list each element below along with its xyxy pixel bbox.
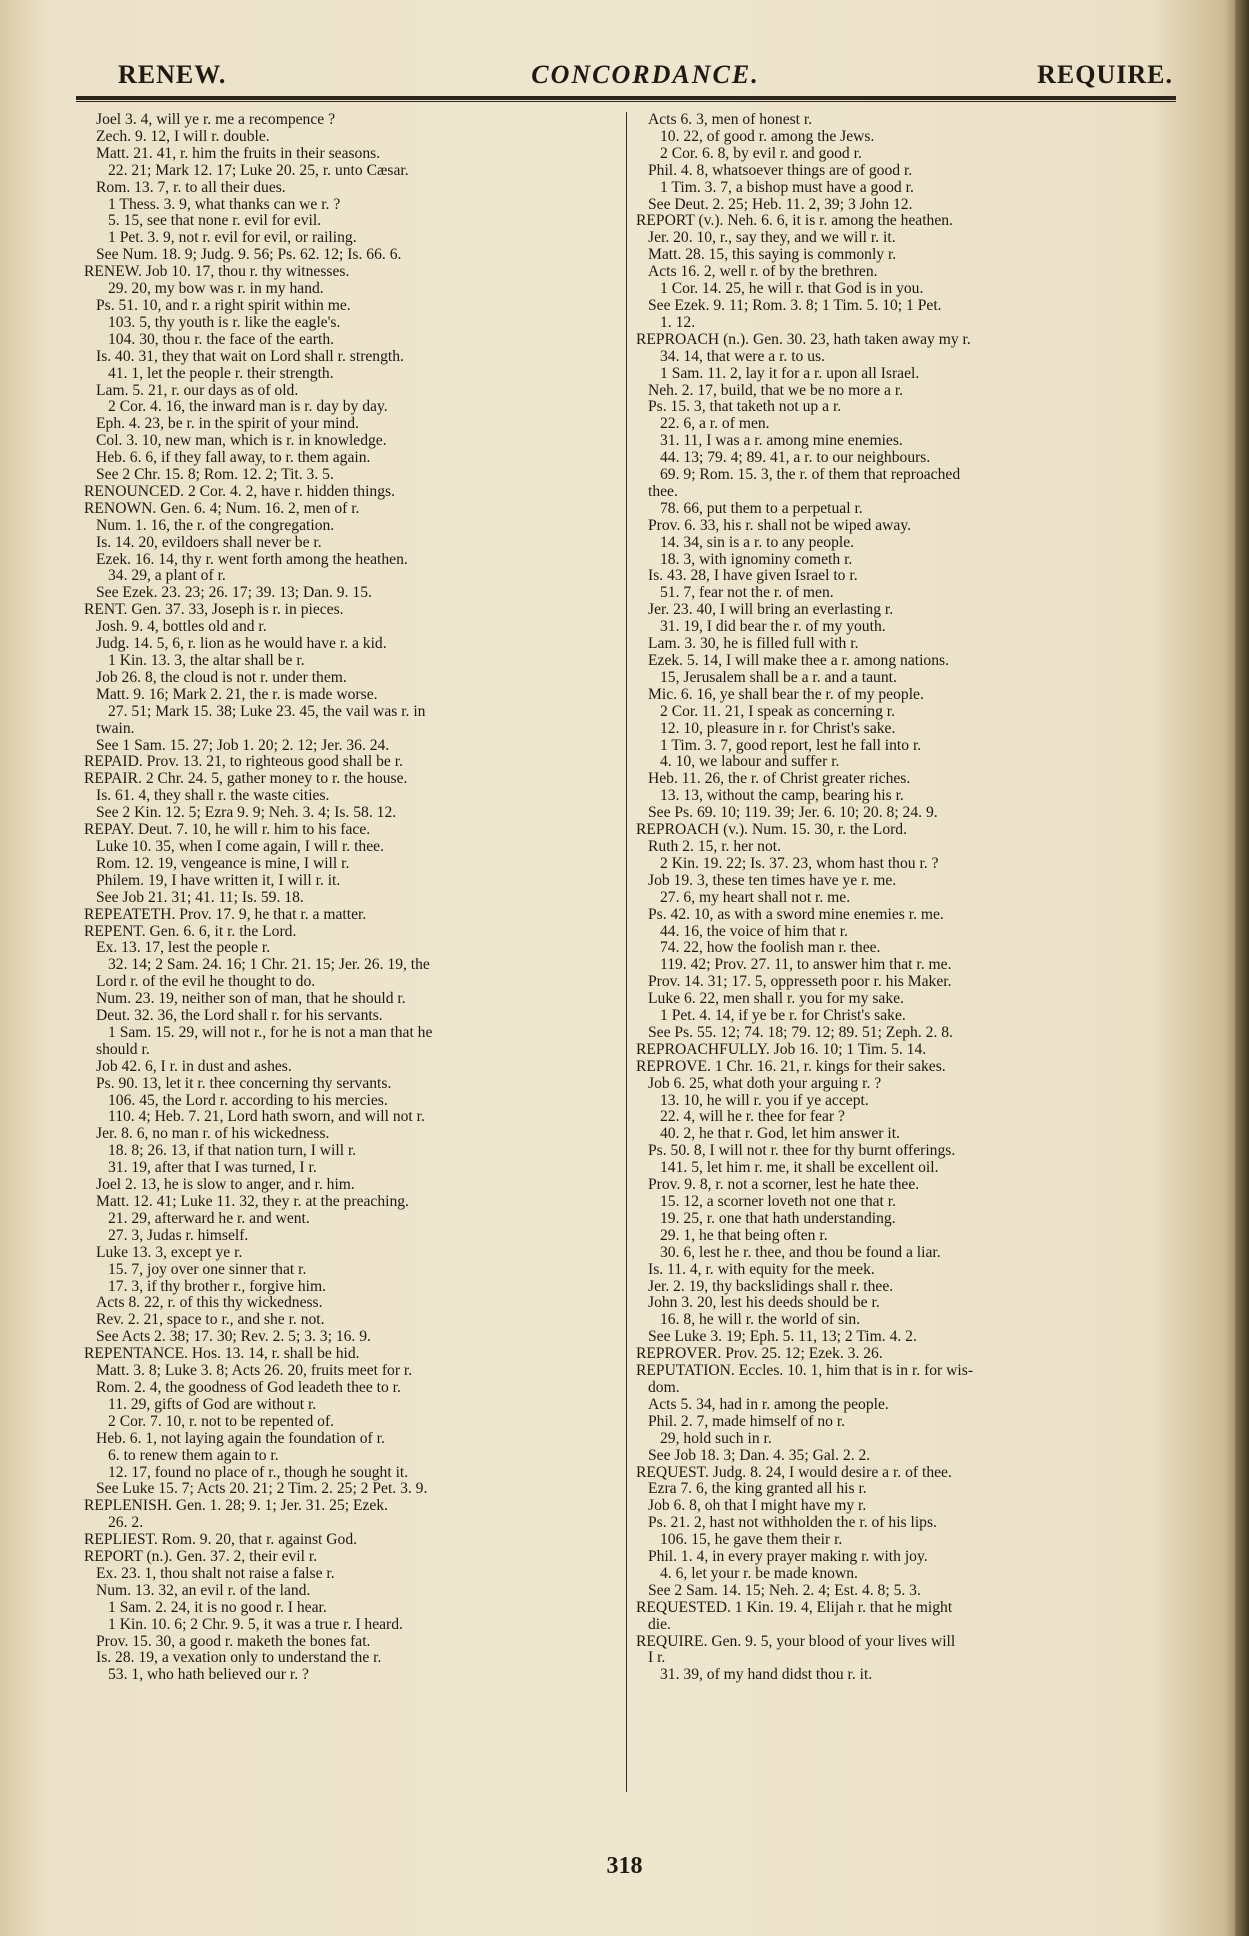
concordance-line: 2 Cor. 11. 21, I speak as concerning r. (660, 703, 896, 720)
concordance-line: Ezek. 5. 14, I will make thee a r. among nations. (648, 653, 949, 669)
concordance-line: Heb. 6. 1, not laying again the foundation of r. (96, 1430, 385, 1447)
concordance-line: Luke 13. 3, except ye r. (96, 1244, 243, 1261)
concordance-line: REPAY. Deut. 7. 10, he will r. him to his face. (84, 822, 371, 839)
concordance-line: 2 Cor. 4. 16, the inward man is r. day by day. (108, 399, 388, 416)
concordance-line: 30. 6, lest he r. thee, and thou be found a liar. (660, 1244, 941, 1261)
concordance-line: John 3. 20, lest his deeds should be r. (648, 1295, 880, 1312)
concordance-line: 106. 15, he gave them their r. (660, 1532, 843, 1549)
concordance-line: Eph. 4. 23, be r. in the spirit of your mind. (96, 416, 359, 433)
concordance-line: 74. 22, how the foolish man r. thee. (660, 940, 881, 957)
concordance-line: See 2 Chr. 15. 8; Rom. 12. 2; Tit. 3. 5. (96, 467, 334, 484)
concordance-line: 22. 6, a r. of men. (660, 416, 770, 433)
concordance-line: Is. 40. 31, they that wait on Lord shall r. strength. (96, 348, 404, 365)
concordance-line: Rev. 2. 21, space to r., and she r. not. (96, 1312, 325, 1329)
concordance-line: 26. 2. (108, 1515, 144, 1532)
concordance-line: Lam. 5. 21, r. our days as of old. (96, 382, 299, 399)
concordance-line: 31. 11, I was a r. among mine enemies. (660, 433, 903, 450)
concordance-line: Job 26. 8, the cloud is not r. under them. (96, 669, 347, 686)
concordance-line: Matt. 28. 15, this saying is commonly r. (648, 247, 897, 264)
concordance-line: 15. 7, joy over one sinner that r. (108, 1261, 307, 1278)
concordance-line: REPENT. Gen. 6. 6, it r. the Lord. (84, 923, 297, 940)
concordance-line: 2 Cor. 6. 8, by evil r. and good r. (660, 145, 862, 162)
concordance-line: Luke 6. 22, men shall r. you for my sake. (648, 991, 904, 1008)
concordance-line: 2 Kin. 19. 22; Is. 37. 23, whom hast thou r. ? (660, 855, 939, 872)
concordance-line: Num. 23. 19, neither son of man, that he should r. (96, 991, 406, 1008)
concordance-line: Acts 8. 22, r. of this thy wickedness. (96, 1295, 323, 1312)
concordance-line: Matt. 21. 41, r. him the fruits in their seasons. (96, 145, 381, 162)
concordance-line: Num. 1. 16, the r. of the congregation. (96, 517, 335, 534)
concordance-line: Acts 6. 3, men of honest r. (648, 112, 813, 128)
concordance-line: 78. 66, put them to a perpetual r. (660, 500, 863, 517)
concordance-line: die. (648, 1616, 671, 1633)
concordance-line: 22. 4, will he r. thee for fear ? (660, 1109, 845, 1126)
concordance-line: 29, hold such in r. (660, 1430, 772, 1447)
concordance-line: 44. 16, the voice of him that r. (660, 923, 848, 940)
concordance-line: 31. 19, I did bear the r. of my youth. (660, 619, 886, 636)
concordance-line: 12. 10, pleasure in r. for Christ's sake. (660, 720, 896, 737)
concordance-line: REPLIEST. Rom. 9. 20, that r. against God. (84, 1532, 358, 1549)
concordance-line: Acts 16. 2, well r. of by the brethren. (648, 264, 878, 281)
concordance-line: REPROVE. 1 Chr. 16. 21, r. kings for their sakes. (636, 1058, 946, 1075)
column-divider (626, 112, 627, 1792)
concordance-line: Ps. 42. 10, as with a sword mine enemies r. me. (648, 906, 944, 923)
concordance-line: Matt. 12. 41; Luke 11. 32, they r. at the preaching. (96, 1194, 409, 1210)
concordance-line: Is. 43. 28, I have given Israel to r. (648, 568, 858, 585)
concordance-line: 32. 14; 2 Sam. 24. 16; 1 Chr. 21. 15; Jer. 26. 19, the (108, 957, 430, 974)
concordance-line: REPUTATION. Eccles. 10. 1, him that is in r. for wis- (636, 1363, 974, 1380)
concordance-line: 34. 14, that were a r. to us. (660, 348, 825, 365)
concordance-line: 1 Sam. 15. 29, will not r., for he is not a man that he (108, 1024, 433, 1041)
concordance-line: See Acts 2. 38; 17. 30; Rev. 2. 5; 3. 3; 16. 9. (96, 1329, 371, 1346)
concordance-line: dom. (648, 1379, 680, 1396)
concordance-line: thee. (648, 483, 678, 500)
concordance-line: See Deut. 2. 25; Heb. 11. 2, 39; 3 John 12. (648, 196, 913, 213)
concordance-line: 15. 12, a scorner loveth not one that r. (660, 1194, 897, 1210)
concordance-line: Is. 11. 4, r. with equity for the meek. (648, 1261, 875, 1278)
concordance-line: See Ps. 69. 10; 119. 39; Jer. 6. 10; 20. 8; 24. 9. (648, 805, 938, 822)
concordance-line: 13. 10, he will r. you if ye accept. (660, 1092, 869, 1109)
concordance-line: 1 Kin. 10. 6; 2 Chr. 9. 5, it was a true r. I heard. (108, 1616, 403, 1633)
header-rule-thin (76, 101, 1176, 102)
concordance-line: 44. 13; 79. 4; 89. 41, a r. to our neighbours. (660, 450, 931, 467)
concordance-line: 1 Thess. 3. 9, what thanks can we r. ? (108, 196, 341, 213)
concordance-line: Ps. 51. 10, and r. a right spirit within me. (96, 297, 351, 314)
concordance-line: 16. 8, he will r. the world of sin. (660, 1312, 861, 1329)
concordance-line: Prov. 9. 8, r. not a scorner, lest he hate thee. (648, 1177, 920, 1194)
concordance-line: Job 6. 8, oh that I might have my r. (648, 1498, 867, 1515)
concordance-line: See 2 Kin. 12. 5; Ezra 9. 9; Neh. 3. 4; Is. 58. 12. (96, 805, 397, 822)
header-center: CONCORDANCE. (531, 60, 760, 89)
left-column (84, 112, 619, 1802)
concordance-line: Judg. 14. 5, 6, r. lion as he would have r. a kid. (96, 636, 387, 653)
concordance-line: REPROACH (n.). Gen. 30. 23, hath taken away my r. (636, 331, 971, 348)
running-header (118, 60, 1173, 100)
concordance-line: 17. 3, if thy brother r., forgive him. (108, 1278, 326, 1295)
concordance-line: Ruth 2. 15, r. her not. (648, 838, 781, 855)
concordance-line: Philem. 19, I have written it, I will r. it. (96, 872, 341, 889)
concordance-line: I r. (648, 1650, 666, 1667)
concordance-line: 1 Sam. 11. 2, lay it for a r. upon all Israel. (660, 365, 920, 382)
concordance-line: 141. 5, let him r. me, it shall be excellent oil. (660, 1160, 939, 1177)
concordance-line: REPEATETH. Prov. 17. 9, he that r. a matter. (84, 906, 367, 923)
concordance-line: REPAIR. 2 Chr. 24. 5, gather money to r. the house. (84, 771, 408, 788)
concordance-line: 110. 4; Heb. 7. 21, Lord hath sworn, and will not r. (108, 1109, 425, 1126)
page-number: 318 (606, 1853, 643, 1879)
header-left: RENEW. (118, 60, 227, 89)
concordance-line: 5. 15, see that none r. evil for evil. (108, 213, 322, 230)
concordance-line: Ex. 23. 1, thou shalt not raise a false r. (96, 1565, 335, 1582)
concordance-line: Ezek. 16. 14, thy r. went forth among the heathen. (96, 551, 408, 568)
book-edge (1235, 0, 1249, 1936)
concordance-line: Prov. 15. 30, a good r. maketh the bones fat. (96, 1633, 371, 1650)
concordance-line: See Job 21. 31; 41. 11; Is. 59. 18. (96, 889, 304, 906)
concordance-line: REPROACHFULLY. Job 16. 10; 1 Tim. 5. 14. (636, 1041, 927, 1058)
concordance-line: See Luke 15. 7; Acts 20. 21; 2 Tim. 2. 25; 2 Pet. 3. 9. (96, 1481, 428, 1498)
concordance-line: 106. 45, the Lord r. according to his mercies. (108, 1092, 388, 1109)
concordance-line: 18. 3, with ignominy cometh r. (660, 551, 853, 568)
concordance-line: REPORT (n.). Gen. 37. 2, their evil r. (84, 1549, 318, 1566)
header-right: REQUIRE. (1037, 60, 1173, 89)
concordance-line: 27. 6, my heart shall not r. me. (660, 889, 851, 906)
concordance-line: See Ezek. 23. 23; 26. 17; 39. 13; Dan. 9. 15. (96, 585, 372, 602)
concordance-line: 29. 20, my bow was r. in my hand. (108, 281, 324, 298)
concordance-line: Ps. 21. 2, hast not withholden the r. of his lips. (648, 1515, 937, 1532)
concordance-line: 1 Pet. 3. 9, not r. evil for evil, or railing. (108, 230, 357, 247)
concordance-line: RENT. Gen. 37. 33, Joseph is r. in pieces. (84, 602, 344, 619)
concordance-line: Rom. 12. 19, vengeance is mine, I will r. (96, 855, 350, 872)
concordance-line: Jer. 8. 6, no man r. of his wickedness. (96, 1126, 330, 1143)
concordance-line: See Ezek. 9. 11; Rom. 3. 8; 1 Tim. 5. 10; 1 Pet. (648, 297, 942, 314)
concordance-line: 27. 51; Mark 15. 38; Luke 23. 45, the vail was r. in (108, 703, 426, 720)
concordance-line: 10. 22, of good r. among the Jews. (660, 128, 875, 145)
concordance-line: 29. 1, he that being often r. (660, 1227, 828, 1244)
concordance-line: Lord r. of the evil he thought to do. (96, 974, 316, 991)
concordance-line: Job 42. 6, I r. in dust and ashes. (96, 1058, 292, 1075)
concordance-line: 18. 8; 26. 13, if that nation turn, I will r. (108, 1143, 357, 1160)
concordance-line: Heb. 11. 26, the r. of Christ greater riches. (648, 771, 911, 788)
concordance-line: Is. 14. 20, evildoers shall never be r. (96, 534, 322, 551)
concordance-line: Jer. 20. 10, r., say they, and we will r. it. (648, 230, 896, 247)
concordance-line: 1 Tim. 3. 7, a bishop must have a good r. (660, 179, 914, 196)
concordance-line: should r. (96, 1041, 150, 1058)
concordance-line: See 1 Sam. 15. 27; Job 1. 20; 2. 12; Jer. 36. 24. (96, 737, 390, 754)
concordance-line: 69. 9; Rom. 15. 3, the r. of them that reproached (660, 467, 961, 484)
concordance-line: REPAID. Prov. 13. 21, to righteous good shall be r. (84, 754, 403, 771)
concordance-line: 104. 30, thou r. the face of the earth. (108, 331, 335, 348)
right-column (636, 112, 1184, 1802)
concordance-line: See Job 18. 3; Dan. 4. 35; Gal. 2. 2. (648, 1447, 871, 1464)
concordance-line: Phil. 1. 4, in every prayer making r. with joy. (648, 1549, 928, 1566)
concordance-line: Rom. 2. 4, the goodness of God leadeth thee to r. (96, 1379, 401, 1396)
concordance-line: See Ps. 55. 12; 74. 18; 79. 12; 89. 51; Zeph. 2. 8. (648, 1024, 953, 1041)
concordance-line: REQUEST. Judg. 8. 24, I would desire a r. of thee. (636, 1464, 952, 1481)
concordance-line: Josh. 9. 4, bottles old and r. (96, 619, 267, 636)
concordance-line: Ps. 90. 13, let it r. thee concerning thy servants. (96, 1075, 392, 1092)
concordance-line: Deut. 32. 36, the Lord shall r. for his servants. (96, 1008, 383, 1025)
concordance-line: Ezra 7. 6, the king granted all his r. (648, 1481, 867, 1498)
concordance-line: Prov. 6. 33, his r. shall not be wiped away. (648, 517, 912, 534)
concordance-line: RENEW. Job 10. 17, thou r. thy witnesses. (84, 264, 350, 281)
concordance-line: Matt. 9. 16; Mark 2. 21, the r. is made worse. (96, 686, 378, 703)
concordance-line: Col. 3. 10, new man, which is r. in knowledge. (96, 433, 387, 450)
concordance-line: Job 6. 25, what doth your arguing r. ? (648, 1075, 882, 1092)
concordance-line: Is. 61. 4, they shall r. the waste cities. (96, 788, 330, 805)
concordance-line: Job 19. 3, these ten times have ye r. me. (648, 872, 897, 889)
concordance-line: Prov. 14. 31; 17. 5, oppresseth poor r. his Maker. (648, 974, 952, 991)
concordance-line: 103. 5, thy youth is r. like the eagle's. (108, 314, 341, 331)
concordance-line: twain. (96, 720, 135, 737)
concordance-line: 34. 29, a plant of r. (108, 568, 226, 585)
concordance-line: 4. 6, let your r. be made known. (660, 1565, 858, 1582)
concordance-line: 27. 3, Judas r. himself. (108, 1227, 249, 1244)
concordance-line: Mic. 6. 16, ye shall bear the r. of my people. (648, 686, 924, 703)
concordance-line: 2 Cor. 7. 10, r. not to be repented of. (108, 1413, 335, 1430)
header-rule (76, 96, 1176, 100)
concordance-line: 1 Sam. 2. 24, it is no good r. I hear. (108, 1599, 327, 1616)
concordance-line: 1 Kin. 13. 3, the altar shall be r. (108, 653, 305, 669)
concordance-line: Jer. 23. 40, I will bring an everlasting r. (648, 602, 894, 619)
concordance-line: See Luke 3. 19; Eph. 5. 11, 13; 2 Tim. 4. 2. (648, 1329, 917, 1346)
concordance-line: 119. 42; Prov. 27. 11, to answer him that r. me. (660, 957, 952, 974)
concordance-line: 15, Jerusalem shall be a r. and a taunt. (660, 669, 897, 686)
concordance-line: RENOUNCED. 2 Cor. 4. 2, have r. hidden things. (84, 483, 395, 500)
concordance-line: See 2 Sam. 14. 15; Neh. 2. 4; Est. 4. 8; 5. 3. (648, 1582, 921, 1599)
concordance-line: REPROVER. Prov. 25. 12; Ezek. 3. 26. (636, 1346, 883, 1363)
concordance-line: REQUESTED. 1 Kin. 19. 4, Elijah r. that he might (636, 1599, 953, 1616)
concordance-line: Phil. 2. 7, made himself of no r. (648, 1413, 846, 1430)
concordance-line: REPORT (v.). Neh. 6. 6, it is r. among the heathen. (636, 213, 953, 230)
concordance-line: 40. 2, he that r. God, let him answer it. (660, 1126, 900, 1143)
concordance-line: Zech. 9. 12, I will r. double. (96, 128, 270, 145)
concordance-line: 31. 39, of my hand didst thou r. it. (660, 1667, 873, 1684)
concordance-line: 19. 25, r. one that hath understanding. (660, 1210, 896, 1227)
concordance-line: 6. to renew them again to r. (108, 1447, 279, 1464)
concordance-line: 41. 1, let the people r. their strength. (108, 365, 334, 382)
concordance-line: Neh. 2. 17, build, that we be no more a r. (648, 382, 904, 399)
concordance-line: 1 Cor. 14. 25, he will r. that God is in you. (660, 281, 924, 298)
concordance-line: Luke 10. 35, when I come again, I will r. thee. (96, 838, 384, 855)
concordance-line: REPROACH (v.). Num. 15. 30, r. the Lord. (636, 822, 908, 839)
concordance-line: Ps. 15. 3, that taketh not up a r. (648, 399, 842, 416)
concordance-line: See Num. 18. 9; Judg. 9. 56; Ps. 62. 12; Is. 66. 6. (96, 247, 402, 264)
concordance-line: 31. 19, after that I was turned, I r. (108, 1160, 317, 1177)
concordance-line: REQUIRE. Gen. 9. 5, your blood of your lives will (636, 1633, 956, 1650)
concordance-line: 11. 29, gifts of God are without r. (108, 1396, 317, 1413)
concordance-line: Jer. 2. 19, thy backslidings shall r. thee. (648, 1278, 894, 1295)
concordance-line: Ps. 50. 8, I will not r. thee for thy burnt offerings. (648, 1143, 956, 1160)
concordance-line: Joel 3. 4, will ye r. me a recompence ? (96, 112, 336, 128)
concordance-line: 12. 17, found no place of r., though he sought it. (108, 1464, 409, 1481)
concordance-line: RENOWN. Gen. 6. 4; Num. 16. 2, men of r. (84, 500, 360, 517)
concordance-line: 53. 1, who hath believed our r. ? (108, 1667, 309, 1684)
concordance-line: 1 Pet. 4. 14, if ye be r. for Christ's sake. (660, 1008, 906, 1025)
concordance-line: 1 Tim. 3. 7, good report, lest he fall into r. (660, 737, 922, 754)
concordance-line: Is. 28. 19, a vexation only to understand the r. (96, 1650, 382, 1667)
concordance-line: Matt. 3. 8; Luke 3. 8; Acts 26. 20, fruits meet for r. (96, 1363, 413, 1380)
concordance-line: REPENTANCE. Hos. 13. 14, r. shall be hid. (84, 1346, 360, 1363)
concordance-line: 51. 7, fear not the r. of men. (660, 585, 834, 602)
concordance-line: 13. 13, without the camp, bearing his r. (660, 788, 904, 805)
concordance-line: Joel 2. 13, he is slow to anger, and r. him. (96, 1177, 355, 1194)
concordance-line: Acts 5. 34, had in r. among the people. (648, 1396, 889, 1413)
concordance-line: 22. 21; Mark 12. 17; Luke 20. 25, r. unto Cæsar. (108, 162, 409, 179)
concordance-line: Phil. 4. 8, whatsoever things are of good r. (648, 162, 913, 179)
concordance-line: Ex. 13. 17, lest the people r. (96, 940, 271, 957)
concordance-line: REPLENISH. Gen. 1. 28; 9. 1; Jer. 31. 25; Ezek. (84, 1498, 389, 1515)
concordance-line: Lam. 3. 30, he is filled full with r. (648, 636, 859, 653)
concordance-line: 21. 29, afterward he r. and went. (108, 1210, 310, 1227)
concordance-line: 1. 12. (660, 314, 696, 331)
concordance-line: Rom. 13. 7, r. to all their dues. (96, 179, 286, 196)
concordance-line: Num. 13. 32, an evil r. of the land. (96, 1582, 311, 1599)
concordance-line: 14. 34, sin is a r. to any people. (660, 534, 855, 551)
concordance-line: 4. 10, we labour and suffer r. (660, 754, 840, 771)
concordance-line: Heb. 6. 6, if they fall away, to r. them again. (96, 450, 371, 467)
